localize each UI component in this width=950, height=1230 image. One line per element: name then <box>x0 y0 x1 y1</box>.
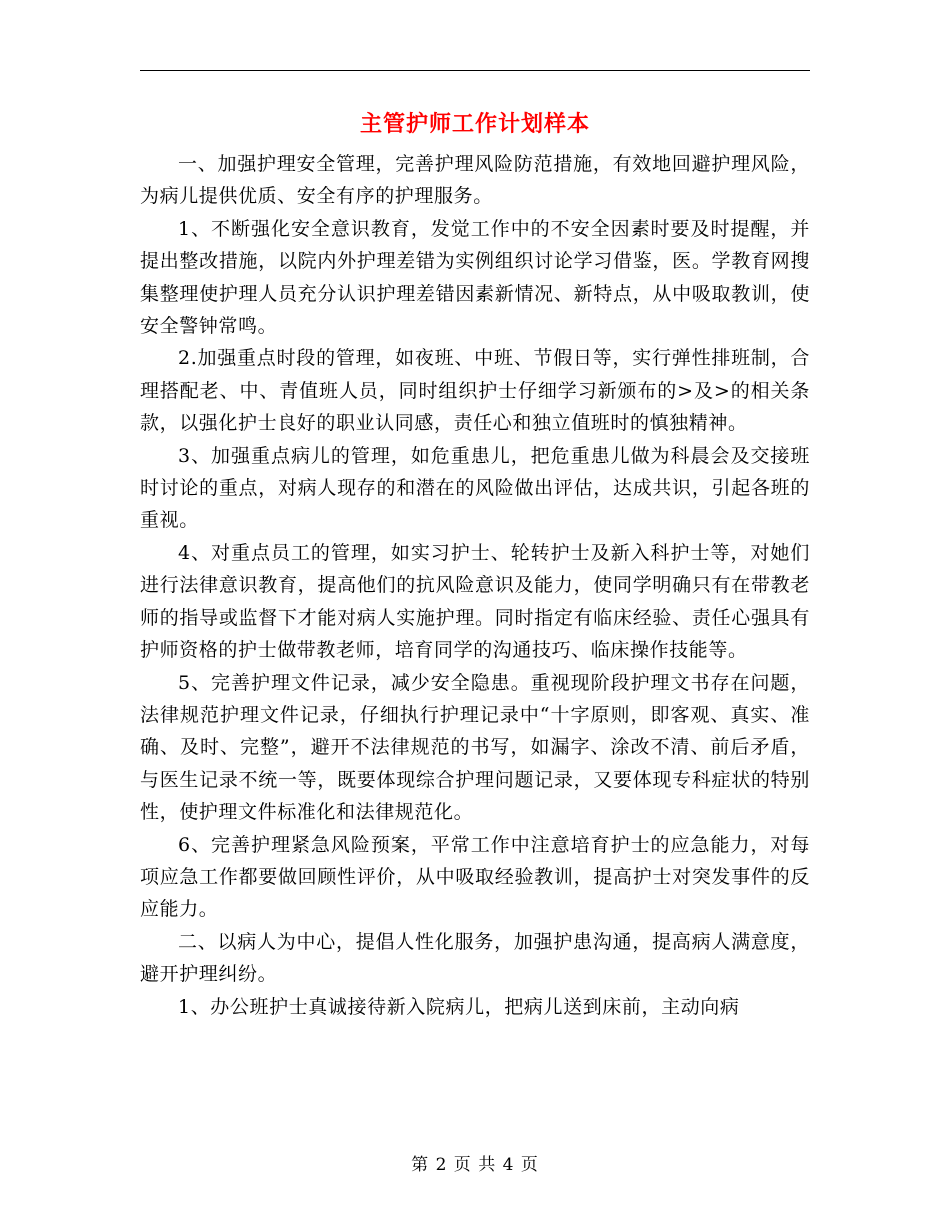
header-rule <box>140 70 810 71</box>
paragraph-2: 1、不断强化安全意识教育，发觉工作中的不安全因素时要及时提醒，并提出整改措施，以院内外护理差错为实例组织讨论学习借鉴，医。学教育网搜集整理使护理人员充分认识护理差错因素新情况、新特点，从中吸取教训，使安全警钟常鸣。 <box>140 217 810 338</box>
paragraph-3: 2.加强重点时段的管理，如夜班、中班、节假日等，实行弹性排班制，合理搭配老、中、青值班人员，同时组织护士仔细学习新颁布的>及>的相关条款，以强化护士良好的职业认同感，责任心和独立值班时的慎独精神。 <box>140 347 810 435</box>
paragraph-6: 5、完善护理文件记录，减少安全隐患。重视现阶段护理文书存在问题，法律规范护理文件记录，仔细执行护理记录中“十字原则，即客观、真实、准确、及时、完整”，避开不法律规范的书写，如漏字、涂改不清、前后矛盾，与医生记录不统一等，既要体现综合护理问题记录，又要体现专科症状的特别性，使护理文件标准化和法律规范化。 <box>140 671 810 824</box>
paragraph-1: 一、加强护理安全管理，完善护理风险防范措施，有效地回避护理风险，为病儿提供优质、安全有序的护理服务。 <box>140 153 810 208</box>
document-title: 主管护师工作计划样本 <box>359 111 590 137</box>
paragraph-5: 4、对重点员工的管理，如实习护士、轮转护士及新入科护士等，对她们进行法律意识教育，提高他们的抗风险意识及能力，使同学明确只有在带教老师的指导或监督下才能对病人实施护理。同时指定有临床经验、责任心强具有护师资格的护士做带教老师，培育同学的沟通技巧、临床操作技能等。 <box>140 541 810 662</box>
paragraph-4: 3、加强重点病儿的管理，如危重患儿，把危重患儿做为科晨会及交接班时讨论的重点，对病人现存的和潜在的风险做出评估，达成共识，引起各班的重视。 <box>140 444 810 532</box>
paragraph-7: 6、完善护理紧急风险预案，平常工作中注意培育护士的应急能力，对每项应急工作都要做回顾性评价，从中吸取经验教训，提高护士对突发事件的反应能力。 <box>140 833 810 921</box>
paragraph-8: 二、以病人为中心，提倡人性化服务，加强护患沟通，提高病人满意度，避开护理纠纷。 <box>140 930 810 986</box>
document-body <box>140 148 810 1023</box>
paragraph-9: 1、办公班护士真诚接待新入院病儿，把病儿送到床前，主动向病 <box>178 995 740 1018</box>
page-footer: 第 2 页 共 4 页 <box>411 1155 539 1175</box>
